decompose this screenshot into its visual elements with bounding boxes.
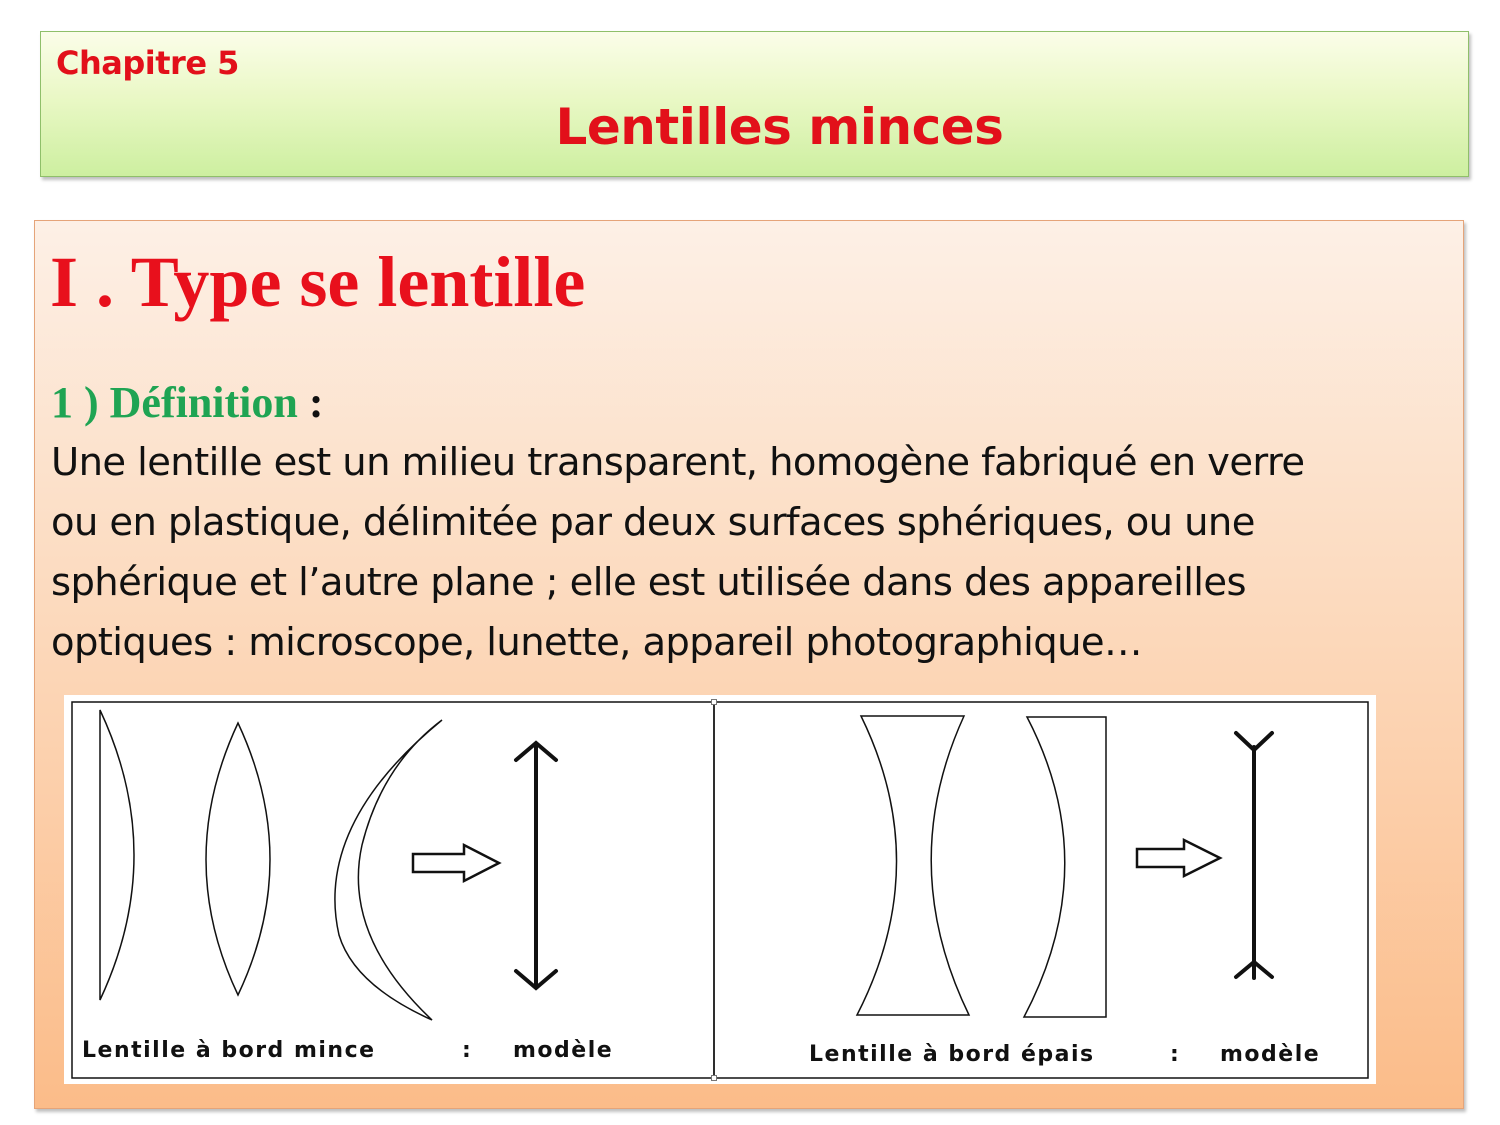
subsection-heading (51, 377, 324, 428)
chapter-title: Lentilles minces (555, 98, 1004, 156)
right-caption-separator: : (1170, 1042, 1181, 1067)
lens-diagram (64, 695, 1376, 1084)
right-panel-frame (714, 702, 1368, 1078)
arrow-right-icon (413, 845, 499, 881)
converging-lens-symbol-icon (516, 743, 556, 988)
left-caption (82, 1038, 376, 1063)
section-title: I . Type se lentille (50, 242, 586, 322)
lens-diagram-drawing (64, 695, 1376, 1084)
biconvex-lens-icon (206, 723, 270, 995)
right-model-label: modèle (1220, 1042, 1321, 1067)
subsection-label: 1 ) Définition (51, 378, 298, 427)
arrow-right-icon (1137, 840, 1220, 876)
right-caption-text: Lentille à bord épais (809, 1042, 1095, 1067)
plano-convex-lens-icon (100, 710, 134, 1000)
definition-line: Une lentille est un milieu transparent, homogène fabriqué en verre (51, 440, 1305, 485)
selection-handle (711, 1075, 717, 1081)
subsection-colon: : (297, 378, 324, 427)
definition-line: optiques : microscope, lunette, appareil photographique… (51, 620, 1142, 665)
chapter-header (40, 31, 1469, 177)
definition-line: ou en plastique, délimitée par deux surfaces sphériques, ou une (51, 500, 1255, 545)
definition-line: sphérique et l’autre plane ; elle est utilisée dans des appareilles (51, 560, 1246, 605)
selection-handle (711, 699, 717, 705)
right-caption (809, 1042, 1095, 1067)
diverging-lens-symbol-icon (1236, 733, 1272, 978)
chapter-label: Chapitre 5 (56, 44, 239, 82)
left-panel-frame (72, 702, 714, 1078)
left-model-label: modèle (513, 1038, 614, 1063)
plano-concave-lens-icon (1024, 717, 1106, 1017)
biconcave-lens-icon (857, 716, 969, 1015)
left-caption-text: Lentille à bord mince (82, 1038, 376, 1063)
left-caption-separator: : (462, 1038, 473, 1063)
definition-text (51, 433, 1446, 673)
